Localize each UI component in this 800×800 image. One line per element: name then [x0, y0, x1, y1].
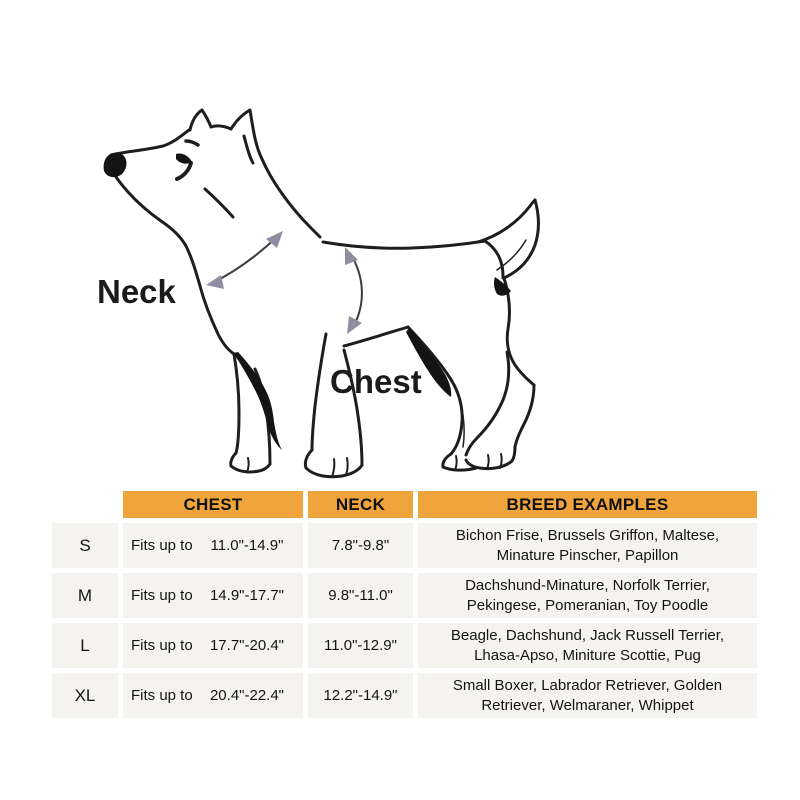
breed-examples-cell — [418, 523, 757, 568]
chest-measurement-cell — [123, 573, 303, 618]
rump-line — [485, 241, 503, 278]
breed-examples-cell — [418, 623, 757, 668]
measurement-arrows — [206, 231, 362, 334]
eyebrow-line — [186, 141, 198, 145]
breed-examples-cell — [418, 573, 757, 618]
hind-far-toe-line — [455, 456, 457, 470]
near-ear-icon — [190, 110, 211, 130]
fits-up-to-label: Fits up to — [131, 537, 193, 554]
tail-inner-line — [478, 200, 535, 242]
column-header-chest: CHEST — [123, 491, 303, 518]
neck-range: 9.8"-11.0" — [308, 573, 413, 618]
belly-line — [344, 327, 408, 346]
front-legB-front-line — [312, 334, 326, 450]
front-legA-front-line — [234, 354, 239, 453]
breeds-line: Beagle, Dachshund, Jack Russell Terrier, — [450, 626, 725, 644]
chest-label: Chest — [330, 363, 422, 400]
far-ear-inner-line — [244, 136, 253, 163]
breed-examples-cell — [418, 673, 757, 718]
neck-arrow-arc — [212, 235, 279, 283]
chest-range: 17.7"-20.4" — [209, 637, 285, 654]
front-legA-toe-line — [247, 458, 249, 472]
hind-near-paw — [466, 447, 515, 469]
chest-measurement-cell — [123, 623, 303, 668]
size-label: S — [52, 523, 118, 568]
cheek-line — [205, 189, 233, 217]
hind-near-toe-line — [500, 454, 502, 468]
front-leg-shadow — [233, 352, 282, 450]
size-chart-table — [52, 491, 757, 718]
column-header-breeds: BREED EXAMPLES — [418, 491, 757, 518]
under-tail-shadow — [494, 277, 511, 296]
neck-range: 7.8"-9.8" — [308, 523, 413, 568]
size-label: L — [52, 623, 118, 668]
far-ear-icon — [231, 110, 262, 159]
fits-up-to-label: Fits up to — [131, 637, 193, 654]
header-spacer — [52, 491, 118, 518]
hind-far-paw — [443, 454, 476, 470]
mouth-line — [177, 163, 191, 179]
fits-up-to-label: Fits up to — [131, 587, 193, 604]
chest-arrow-head-icon — [347, 316, 362, 334]
back-line — [323, 241, 485, 248]
breeds-line: Pekingese, Pomeranian, Toy Poodle — [466, 596, 709, 614]
neck-range: 12.2"-14.9" — [308, 673, 413, 718]
breeds-line: Dachshund-Minature, Norfolk Terrier, — [465, 576, 710, 594]
nose-icon — [104, 153, 127, 177]
head-top-line — [211, 126, 231, 129]
chest-range: 11.0"-14.9" — [210, 537, 284, 554]
chest-measurement-cell — [123, 523, 303, 568]
tail-outer-line — [506, 200, 538, 277]
neck-back-line — [262, 159, 320, 237]
neck-range: 11.0"-12.9" — [308, 623, 413, 668]
neck-arrow-head-icon — [206, 275, 224, 289]
muzzle-top-line — [111, 130, 189, 155]
chest-range: 14.9"-17.7" — [209, 587, 285, 604]
eye-icon — [176, 153, 192, 163]
front-legA-paw — [231, 453, 270, 472]
breeds-line: Minature Pinscher, Papillon — [496, 546, 679, 564]
front-legB-toe-line — [332, 459, 334, 477]
neck-label: Neck — [97, 273, 176, 310]
size-label: XL — [52, 673, 118, 718]
front-legB-toe-line — [346, 458, 348, 475]
fits-up-to-label: Fits up to — [131, 687, 193, 704]
throat-chest-line — [116, 177, 234, 354]
chest-range: 20.4"-22.4" — [209, 687, 285, 704]
column-header-neck: NECK — [308, 491, 413, 518]
hind-near-toe-line — [487, 455, 489, 469]
hind-near-leg-back-line — [515, 385, 534, 447]
breeds-line: Small Boxer, Labrador Retriever, Golden — [452, 676, 723, 694]
size-label: M — [52, 573, 118, 618]
breeds-line: Bichon Frise, Brussels Griffon, Maltese, — [455, 526, 720, 544]
breeds-line: Lhasa-Apso, Miniture Scottie, Pug — [474, 646, 701, 664]
hind-near-leg-front-line — [466, 352, 509, 455]
breeds-line: Retriever, Welmaraner, Whippet — [481, 696, 694, 714]
chest-measurement-cell — [123, 673, 303, 718]
